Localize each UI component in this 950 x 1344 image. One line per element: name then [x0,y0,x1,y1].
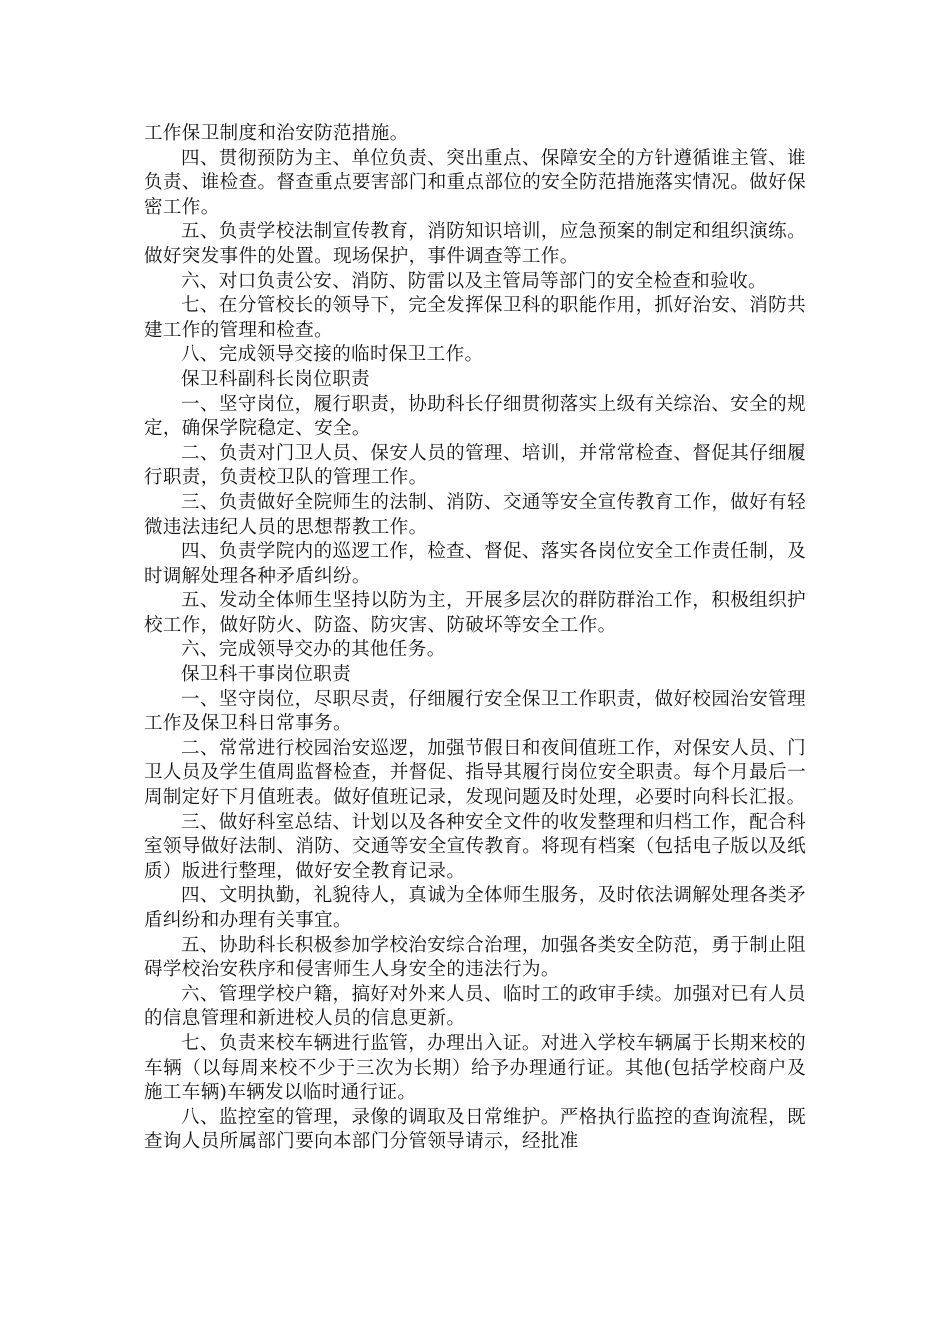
paragraph: 七、在分管校长的领导下，完全发挥保卫科的职能作用，抓好治安、消防共建工作的管理和检查。 [144,295,806,341]
paragraph: 五、协助科长积极参加学校治安综合治理，加强各类安全防范，勇于制止阻碍学校治安秩序和侵害师生人身安全的违法行为。 [144,934,806,981]
paragraph: 八、完成领导交接的临时保卫工作。 [181,344,484,366]
paragraph: 二、常常进行校园治安巡逻，加强节假日和夜间值班工作，对保安人员、门卫人员及学生值周监督检查，并督促、指导其履行岗位安全职责。每个月最后一周制定好下月值班表。做好值班记录，发现问题及时处理，必要时向科长汇报。 [144,737,806,809]
paragraph: 二、负责对门卫人员、保安人员的管理、培训，并常常检查、督促其仔细履行职责，负责校卫队的管理工作。 [144,442,806,489]
paragraph: 六、管理学校户籍，搞好对外来人员、临时工的政审手续。加强对已有人员的信息管理和新进校人员的信息更新。 [144,983,806,1030]
paragraph: 工作保卫制度和治安防范措施。 [144,123,409,144]
paragraph: 六、对口负责公安、消防、防雷以及主管局等部门的安全检查和验收。 [181,270,767,292]
paragraph: 四、负责学院内的巡逻工作，检查、督促、落实各岗位安全工作责任制，及时调解处理各种矛盾纠纷。 [144,541,806,587]
paragraph: 三、负责做好全院师生的法制、消防、交通等安全宣传教育工作，做好有轻微违法违纪人员的思想帮教工作。 [144,491,806,538]
document-page [144,122,806,1155]
section-heading: 保卫科副科长岗位职责 [181,368,371,390]
paragraph: 四、贯彻预防为主、单位负责、突出重点、保障安全的方针遵循谁主管、谁负责、谁检查。督查重点要害部门和重点部位的安全防范措施落实情况。做好保密工作。 [144,147,806,218]
paragraph: 八、监控室的管理，录像的调取及日常维护。严格执行监控的查询流程，既查询人员所属部门要向本部门分管领导请示，经批准 [144,1106,806,1153]
paragraph: 四、文明执勤，礼貌待人，真诚为全体师生服务，及时依法调解处理各类矛盾纠纷和办理有关事宜。 [144,885,806,931]
section-heading: 保卫科干事岗位职责 [181,664,352,686]
paragraph: 三、做好科室总结、计划以及各种安全文件的收发整理和归档工作，配合科室领导做好法制、消防、交通等安全宣传教育。将现有档案（包括电子版以及纸质）版进行整理，做好安全教育记录。 [144,811,806,882]
paragraph: 七、负责来校车辆进行监管，办理出入证。对进入学校车辆属于长期来校的车辆（以每周来校不少于三次为长期）给予办理通行证。其他(包括学校商户及施工车辆)车辆发以临时通行证。 [144,1032,806,1104]
paragraph: 五、负责学校法制宣传教育，消防知识培训，应急预案的制定和组织演练。做好突发事件的处置。现场保护，事件调查等工作。 [144,221,806,267]
paragraph: 一、坚守岗位，履行职责，协助科长仔细贯彻落实上级有关综治、安全的规定，确保学院稳定、安全。 [144,393,806,440]
paragraph: 六、完成领导交办的其他任务。 [181,639,446,661]
paragraph: 一、坚守岗位，尽职尽责，仔细履行安全保卫工作职责，做好校园治安管理工作及保卫科日常事务。 [144,688,806,735]
paragraph: 五、发动全体师生坚持以防为主，开展多层次的群防群治工作，积极组织护校工作，做好防火、防盗、防灾害、防破坏等安全工作。 [144,590,806,636]
